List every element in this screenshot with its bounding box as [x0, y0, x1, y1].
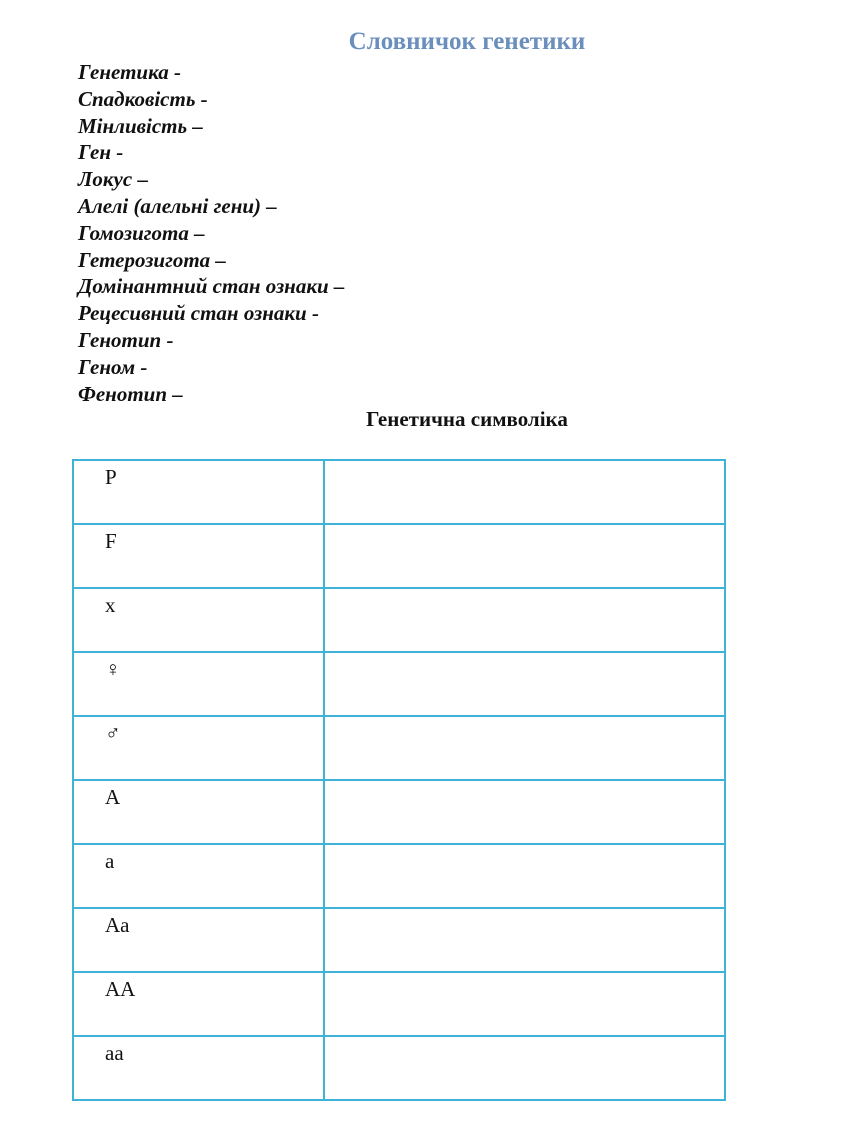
definition-cell[interactable] — [324, 716, 725, 780]
page-title: Словничок генетики — [348, 28, 586, 55]
symbol-cell — [73, 1036, 324, 1100]
table-row — [73, 780, 725, 844]
definition-cell[interactable] — [324, 460, 725, 524]
symbol-label: F — [105, 529, 117, 553]
symbol-label: ♂ — [105, 721, 121, 745]
glossary-term: Алелі (алельні гени) – — [78, 193, 277, 218]
glossary-term: Мінливість – — [78, 113, 203, 138]
table-row — [73, 908, 725, 972]
glossary-list — [78, 59, 344, 407]
definition-cell[interactable] — [324, 652, 725, 716]
glossary-term: Домінантний стан ознаки – — [78, 274, 345, 299]
definition-cell[interactable] — [324, 588, 725, 652]
symbol-label: A — [105, 785, 121, 809]
symbol-cell — [73, 460, 324, 524]
glossary-term: Фенотип – — [78, 381, 183, 406]
definition-cell[interactable] — [324, 524, 725, 588]
symbol-label: Aa — [105, 913, 130, 937]
glossary-term: Генетика - — [78, 60, 181, 84]
table-row — [73, 652, 725, 716]
glossary-term: Ген - — [78, 140, 124, 165]
symbol-cell — [73, 524, 324, 588]
symbol-cell — [73, 908, 324, 972]
symbol-cell — [73, 652, 324, 716]
table-row — [73, 588, 725, 652]
symbols-table — [72, 459, 726, 1101]
table-row — [73, 716, 725, 780]
symbol-label: P — [105, 465, 117, 489]
glossary-term: Рецесивний стан ознаки - — [78, 301, 319, 326]
table-row — [73, 524, 725, 588]
glossary-term: Генотип - — [78, 327, 174, 352]
symbol-label: x — [105, 593, 116, 617]
symbol-cell — [73, 972, 324, 1036]
table-row — [73, 844, 725, 908]
glossary-term: Спадковість - — [78, 86, 208, 111]
definition-cell[interactable] — [324, 780, 725, 844]
symbol-cell — [73, 716, 324, 780]
glossary-term: Гетерозигота – — [78, 247, 226, 272]
definition-cell[interactable] — [324, 1036, 725, 1100]
symbol-label: a — [105, 849, 115, 873]
symbol-label: aa — [105, 1041, 124, 1065]
glossary-term: Локус – — [78, 167, 148, 192]
definition-cell[interactable] — [324, 908, 725, 972]
definition-cell[interactable] — [324, 844, 725, 908]
symbol-label: ♀ — [105, 657, 121, 681]
table-row — [73, 460, 725, 524]
glossary-term: Гомозигота – — [78, 220, 205, 245]
definition-cell[interactable] — [324, 972, 725, 1036]
symbol-cell — [73, 588, 324, 652]
glossary-term: Геном - — [78, 354, 148, 379]
table-row — [73, 972, 725, 1036]
table-row — [73, 1036, 725, 1100]
symbol-cell — [73, 780, 324, 844]
symbols-section-title: Генетична символіка — [366, 407, 568, 431]
symbol-label: AA — [105, 977, 136, 1001]
symbol-cell — [73, 844, 324, 908]
